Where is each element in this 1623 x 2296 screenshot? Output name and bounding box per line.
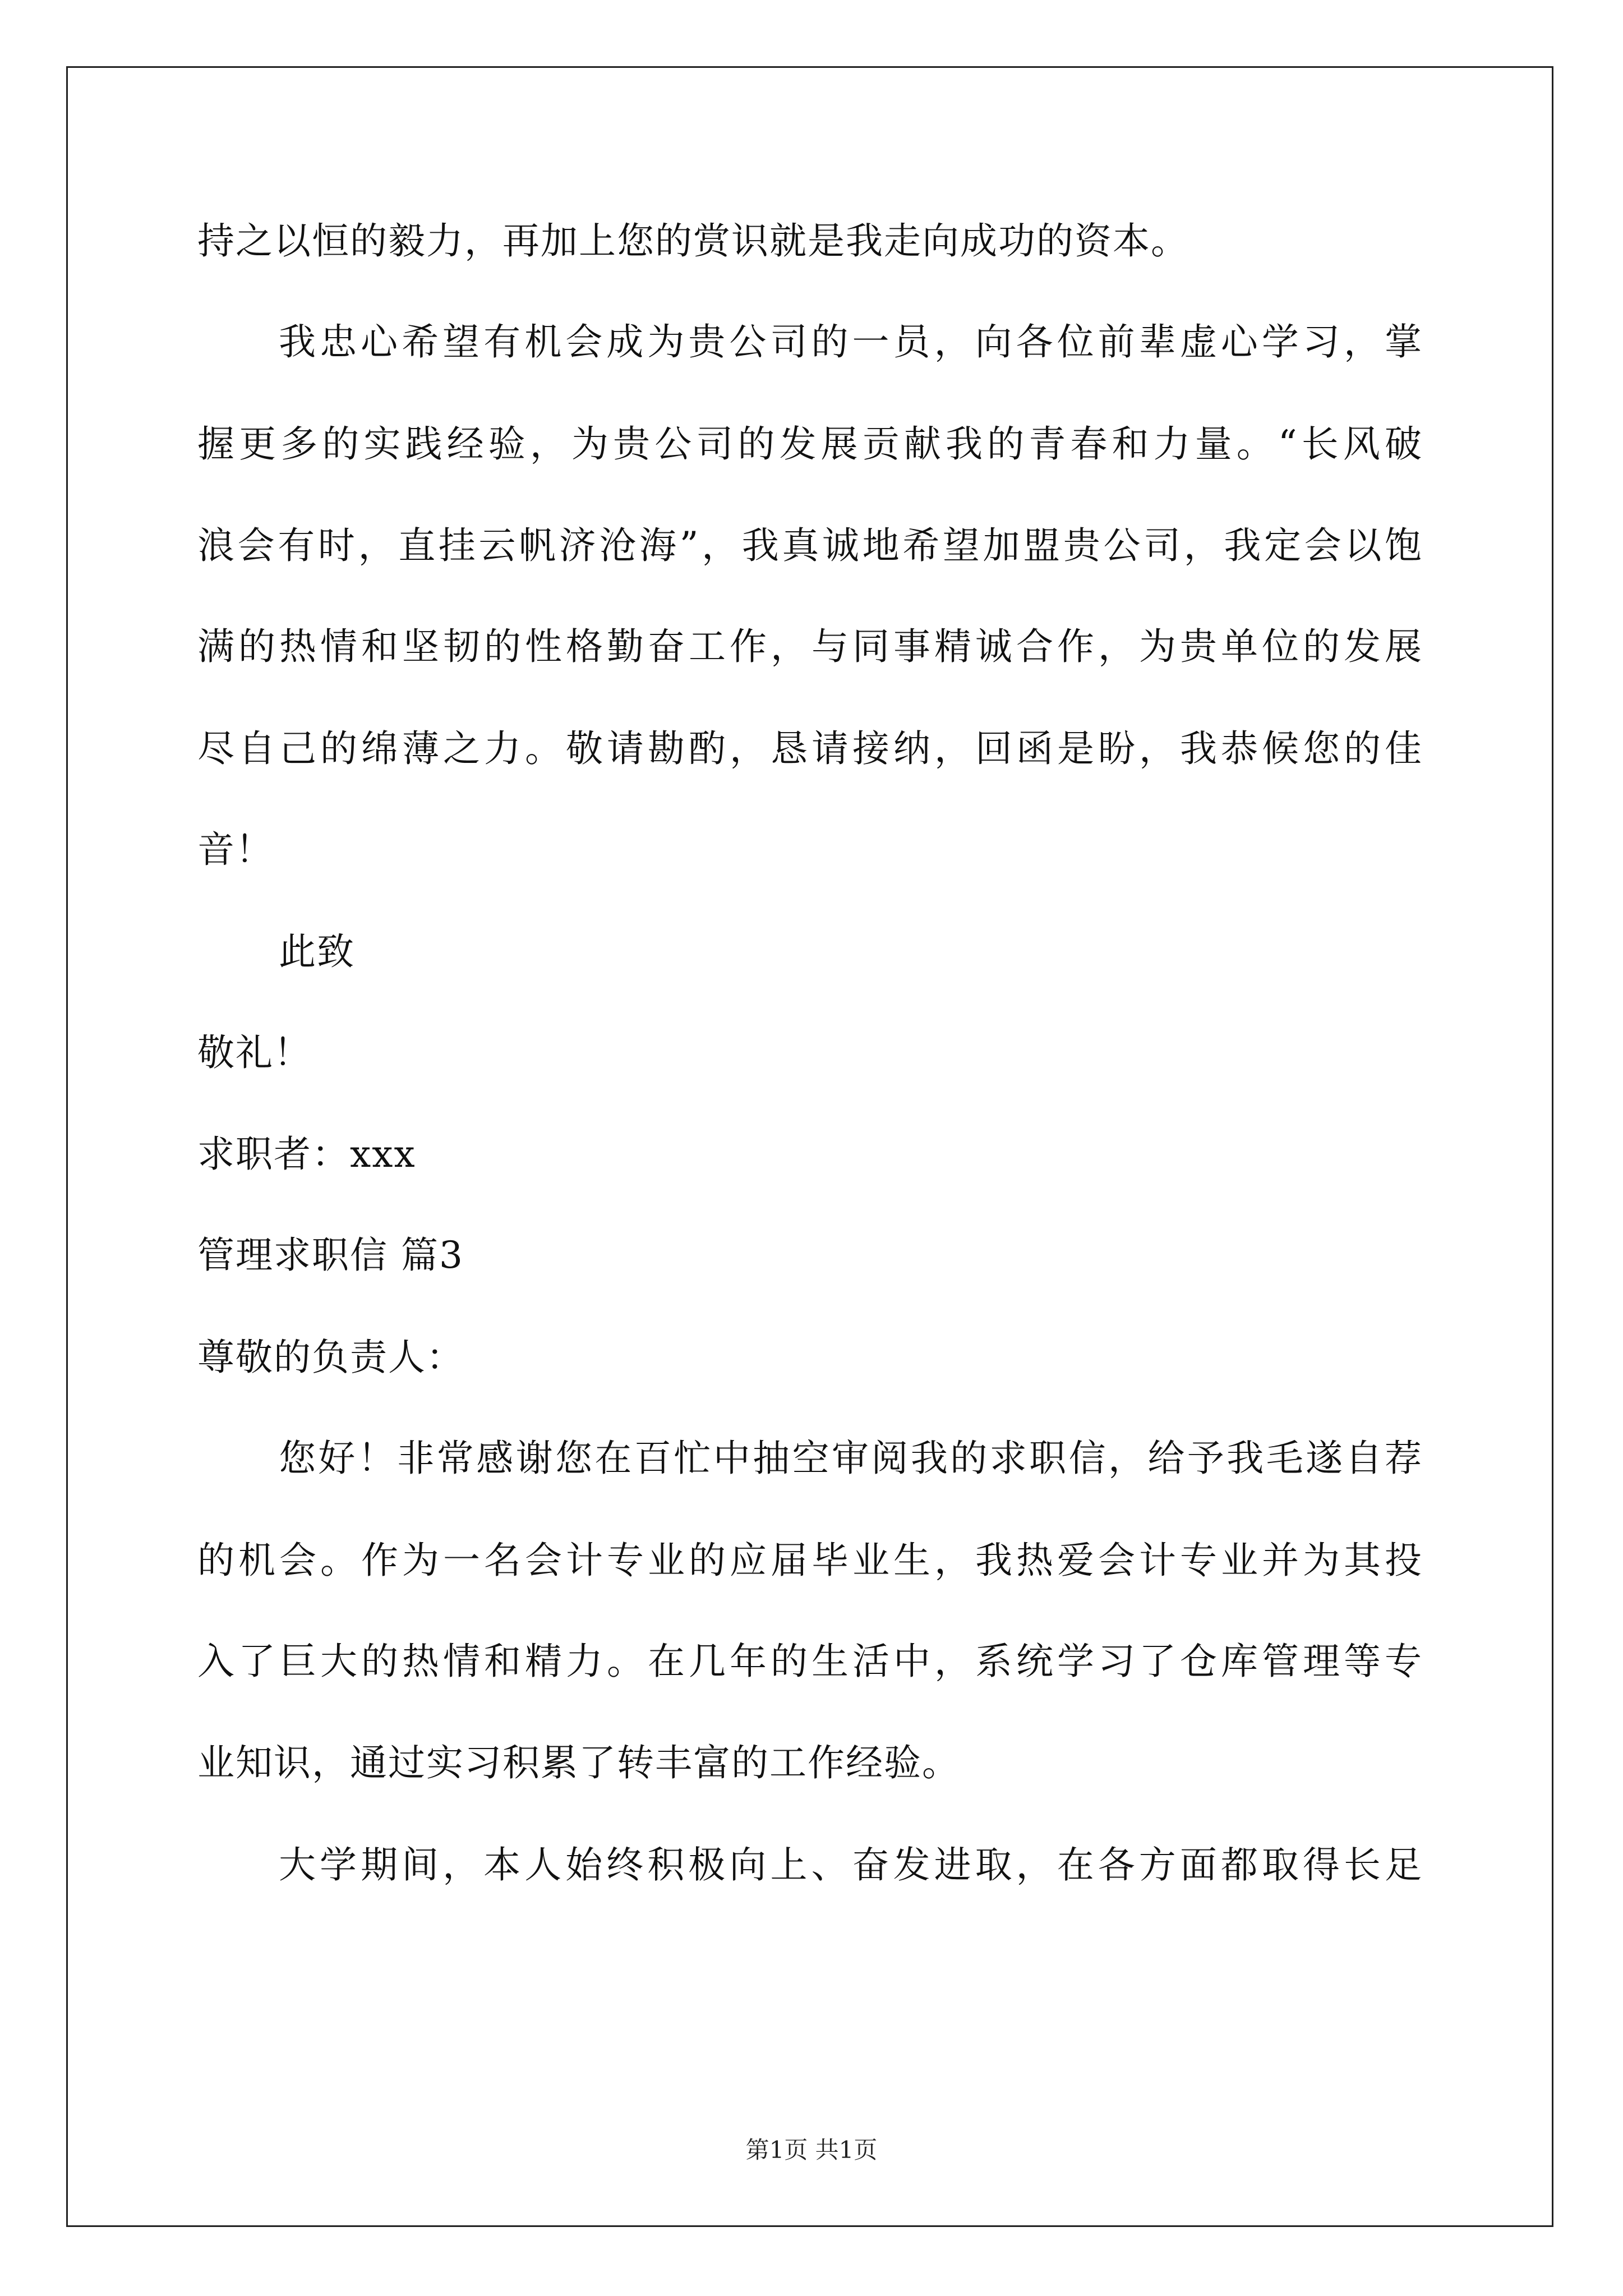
greeting: 尊敬的负责人：: [197, 1336, 464, 1379]
paragraph-line: 音！: [197, 828, 274, 871]
paragraph-line: 尽自己的绵薄之力。敬请勘酌，恳请接纳，回函是盼，我恭候您的佳: [197, 727, 1423, 770]
paragraph-line: 握更多的实践经验，为贵公司的发展贡献我的青春和力量。“长风破: [197, 422, 1423, 466]
page-number-footer: 第1页 共1页: [745, 2136, 878, 2164]
paragraph-line: 业知识，通过实习积累了转丰富的工作经验。: [197, 1741, 960, 1784]
paragraph-line: 满的热情和坚韧的性格勤奋工作，与同事精诚合作，为贵单位的发展: [197, 625, 1423, 668]
closing-salutation: 此致: [279, 930, 355, 973]
signature: 求职者：xxx: [197, 1133, 416, 1176]
closing-regards: 敬礼！: [197, 1031, 312, 1074]
paragraph-line: 您好！非常感谢您在百忙中抽空审阅我的求职信，给予我毛遂自荐: [279, 1437, 1423, 1480]
section-title: 管理求职信 篇3: [197, 1234, 464, 1277]
paragraph-line: 入了巨大的热情和精力。在几年的生活中，系统学习了仓库管理等专: [197, 1640, 1423, 1683]
paragraph-line: 大学期间，本人始终积极向上、奋发进取，在各方面都取得长足: [279, 1843, 1423, 1887]
paragraph-line: 浪会有时，直挂云帆济沧海”，我真诚地希望加盟贵公司，我定会以饱: [197, 524, 1423, 567]
paragraph-line: 的机会。作为一名会计专业的应届毕业生，我热爱会计专业并为其投: [197, 1539, 1423, 1582]
paragraph-line: 我忠心希望有机会成为贵公司的一员，向各位前辈虚心学习，掌: [279, 320, 1423, 364]
paragraph-line: 持之以恒的毅力，再加上您的赏识就是我走向成功的资本。: [197, 219, 1189, 263]
